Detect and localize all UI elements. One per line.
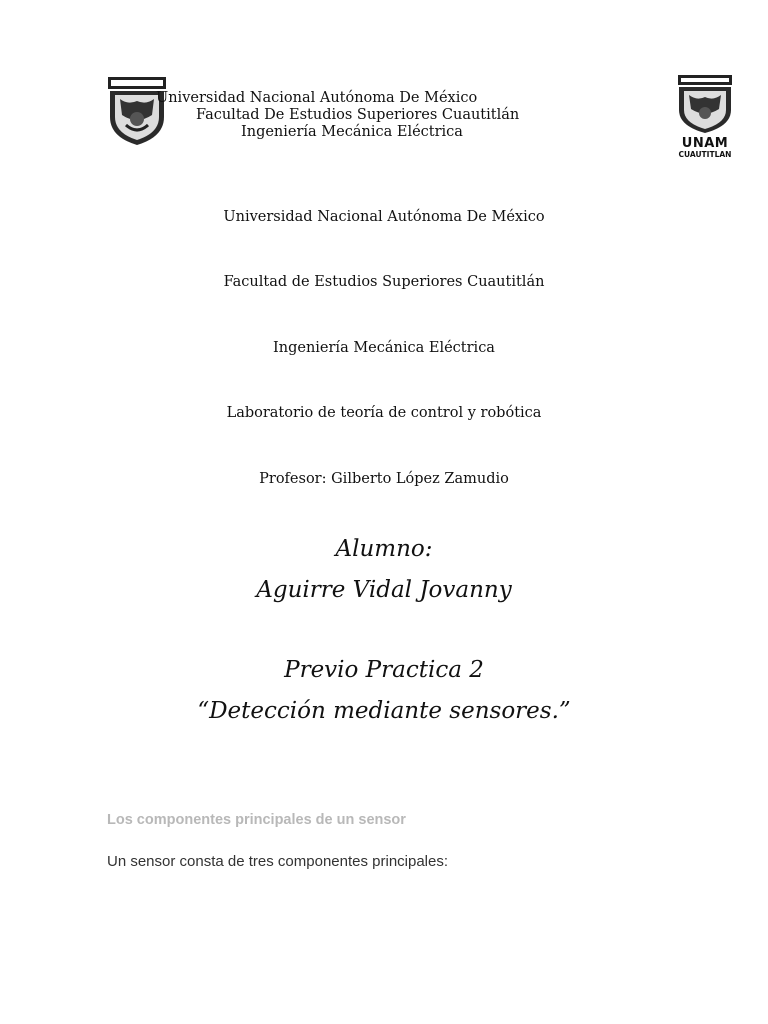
student-label: Alumno: bbox=[335, 536, 433, 562]
practice-title: Previo Practica 2 bbox=[284, 657, 484, 683]
section-heading: Los componentes principales de un sensor bbox=[107, 812, 406, 828]
body-paragraph: Un sensor consta de tres componentes principales: bbox=[107, 853, 449, 870]
header-program: Ingeniería Mecánica Eléctrica bbox=[241, 124, 463, 140]
student-name: Aguirre Vidal Jovanny bbox=[256, 577, 512, 603]
header-university: Universidad Nacional Autónoma De México bbox=[156, 90, 478, 106]
unam-crest-left-icon bbox=[106, 75, 168, 147]
logo-text-cuautitlan: CUAUTITLAN bbox=[678, 150, 732, 159]
header-faculty: Facultad De Estudios Superiores Cuautitlán bbox=[196, 107, 520, 123]
title-laboratory: Laboratorio de teoría de control y robótica bbox=[226, 405, 542, 421]
unam-cuautitlan-logo bbox=[676, 74, 734, 160]
title-professor: Profesor: Gilberto López Zamudio bbox=[259, 471, 509, 487]
title-faculty: Facultad de Estudios Superiores Cuautitlán bbox=[223, 274, 545, 290]
logo-text-unam: UNAM bbox=[681, 136, 729, 151]
title-university: Universidad Nacional Autónoma De México bbox=[223, 209, 545, 225]
title-program: Ingeniería Mecánica Eléctrica bbox=[273, 340, 495, 356]
unam-crest-right-icon bbox=[676, 74, 734, 134]
practice-subtitle: “Detección mediante sensores.” bbox=[197, 698, 571, 724]
